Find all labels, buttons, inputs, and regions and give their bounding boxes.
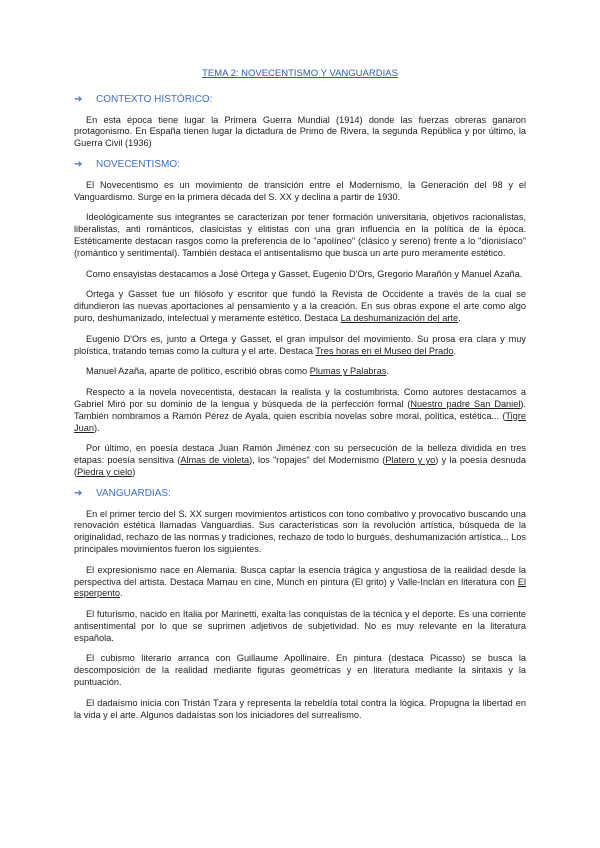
paragraph: En el primer tercio del S. XX surgen movimientos artísticos con tono combativo y provocativo buscando una renovación estética llamadas Vanguardias. Sus características son la revolución artística, búsqueda de la originalidad, rechazo de las normas y tradiciones, rechazo de todo lo burgués, deshumanización artística... Los principales movimientos fueron los siguientes. (74, 508, 526, 554)
paragraph: Ortega y Gasset fue un filósofo y escritor que fundó la Revista de Occidente a través de la cual se difundieron las nuevas aportaciones al pensamiento y a la creación. En sus obras expone el arte como algo puro, deshumanizado, intelectual y meramente estético. Destaca La deshumanización del arte. (74, 289, 526, 323)
work-title: Platero y yo (385, 455, 436, 466)
paragraph: Por último, en poesía destaca Juan Ramón Jiménez con su persecución de la belleza dividida en tres etapas: poesía sensitiva (Almas de violeta), los "ropajes" del Modernismo (Platero y yo) y la poesía desnuda (Piedra y cielo) (74, 443, 526, 477)
paragraph: Respecto a la novela novecentista, destacan la realista y la costumbrista. Como autores destacamos a Gabriel Miró por su dominio de la lengua y búsqueda de la perfección formal (Nuestro padre San Daniel). También nombramos a Ramón Pérez de Ayala, quien escribía novelas sobre moral, política, estética... (Tigre Juan). (74, 387, 526, 433)
paragraph: El Novecentismo es un movimiento de transición entre el Modernismo, la Generación del 98 y el Vanguardismo. Surge en la primera década del S. XX y declina a partir de 1930. (74, 179, 526, 202)
section-heading-vanguardias (74, 488, 526, 500)
paragraph: El dadaísmo inicia con Tristán Tzara y representa la rebeldía total contra la lógica. Propugna la libertad en la vida y el arte. Algunos dadaístas son los iniciadores del surrealismo. (74, 697, 526, 720)
document-page (74, 68, 526, 730)
work-title: Tres horas en el Museo del Prado (315, 345, 454, 356)
paragraph: Ideológicamente sus integrantes se caracterizan por tener formación universitaria, objetivos racionalistas, liberalistas, anti románticos, clasicistas y elitistas con una gran influencia en la política de la época. Estéticamente destacan rasgos como la preferencia de lo "apolíneo" (clásico y sereno) frente a lo "dionisíaco" (romántico y sentimental). También destaca el antisentalismo que busca un arte puro meramente estético. (74, 212, 526, 258)
paragraph: Eugenio D'Ors es, junto a Ortega y Gasset, el gran impulsor del movimiento. Su prosa era clara y muy ploística, tratando temas como la cultura y el arte. Destaca Tres horas en el Museo del Prado. (74, 333, 526, 356)
work-title: Piedra y cielo (77, 466, 133, 477)
document-title: TEMA 2: NOVECENTISMO Y VANGUARDIAS (202, 68, 398, 79)
section-heading-label: VANGUARDIAS: (96, 487, 171, 499)
work-title: Tigre Juan (74, 410, 526, 433)
paragraph: El futurismo, nacido en Italia por Marinetti, exalta las conquistas de la técnica y el deporte. Es una corriente antisentimental por lo que se suprimen adjetivos de subjetividad. No es muy relevante en la literatura española. (74, 609, 526, 643)
paragraph: Manuel Azaña, aparte de político, escribió obras como Plumas y Palabras. (86, 366, 389, 377)
paragraph: El cubismo literario arranca con Guillaume Apollinaire. En pintura (destaca Picasso) se busca la descomposición de la realidad mediante figuras geométricas y en literatura mediante la sintaxis y la puntuación. (74, 653, 526, 688)
paragraph: En esta época tiene lugar la Primera Guerra Mundial (1914) donde las fuerzas obreras ganaron protagonismo. En España tienen lugar la dictadura de Primo de Rivera, la segunda República y por último, la Guerra Civil (1936) (74, 114, 526, 149)
section-heading-contexto (74, 94, 526, 106)
work-title: La deshumanización del arte (340, 312, 459, 323)
work-title: Plumas y Palabras (309, 366, 387, 377)
work-title: Almas de violeta (180, 455, 250, 466)
section-heading-label: NOVECENTISMO: (96, 158, 180, 170)
section-heading-label: CONTEXTO HISTÓRICO: (96, 93, 213, 105)
paragraph: El expresionismo nace en Alemania. Busca captar la esencia trágica y angustiosa de la realidad desde la perspectiva del artista. Destaca Marnau en cine, Munch en pintura (El grito) y Valle-Inclán en literatura con El esperpento. (74, 564, 526, 599)
work-title: El esperpento (74, 576, 526, 599)
arrow-right-icon: ➔ (74, 487, 83, 499)
work-title: Nuestro padre San Daniel (410, 398, 521, 409)
arrow-right-icon: ➔ (74, 158, 83, 170)
paragraph: Como ensayistas destacamos a José Ortega y Gasset, Eugenio D'Ors, Gregorio Marañón y Manuel Azaña. (86, 268, 523, 279)
section-heading-novecentismo (74, 159, 526, 171)
arrow-right-icon: ➔ (74, 93, 83, 105)
